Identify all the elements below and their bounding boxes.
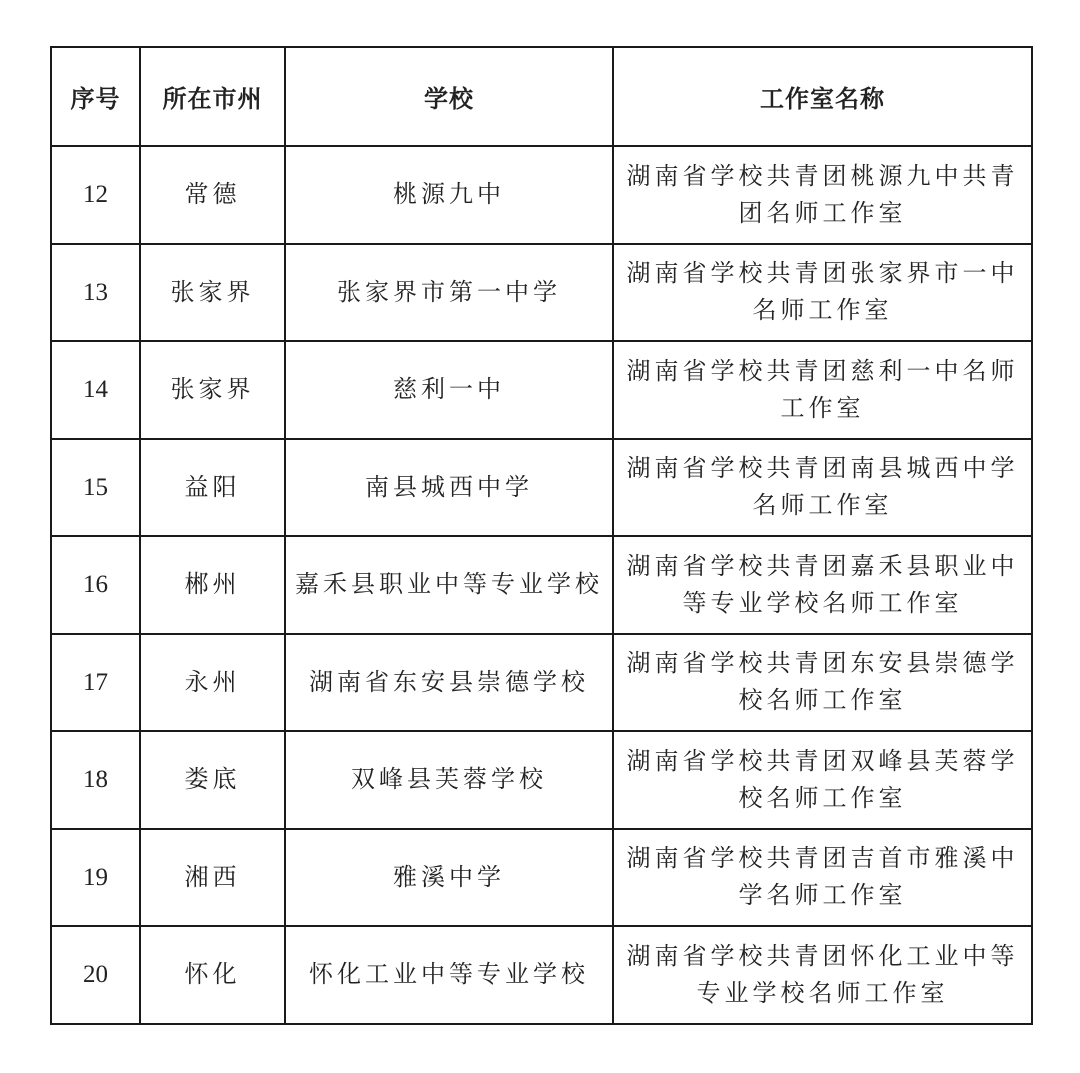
cell-city: 湘西 [140,829,285,927]
cell-school: 南县城西中学 [285,439,613,537]
cell-studio-name: 湖南省学校共青团慈利一中名师工作室 [613,341,1032,439]
cell-studio-name: 湖南省学校共青团吉首市雅溪中学名师工作室 [613,829,1032,927]
cell-seq: 14 [51,341,140,439]
table-row [51,926,1032,1024]
cell-school: 嘉禾县职业中等专业学校 [285,536,613,634]
cell-city: 张家界 [140,341,285,439]
header-school: 学校 [285,47,613,146]
cell-studio-name: 湖南省学校共青团南县城西中学名师工作室 [613,439,1032,537]
studio-list-table-container [50,46,1031,1025]
cell-seq: 19 [51,829,140,927]
header-seq: 序号 [51,47,140,146]
cell-city: 益阳 [140,439,285,537]
cell-school: 双峰县芙蓉学校 [285,731,613,829]
table-row [51,146,1032,244]
cell-city: 怀化 [140,926,285,1024]
cell-studio-name: 湖南省学校共青团怀化工业中等专业学校名师工作室 [613,926,1032,1024]
cell-city: 常德 [140,146,285,244]
table-row [51,634,1032,732]
cell-seq: 12 [51,146,140,244]
table-row [51,244,1032,342]
cell-studio-name: 湖南省学校共青团双峰县芙蓉学校名师工作室 [613,731,1032,829]
cell-seq: 16 [51,536,140,634]
cell-school: 桃源九中 [285,146,613,244]
cell-seq: 13 [51,244,140,342]
header-studio-name: 工作室名称 [613,47,1032,146]
cell-studio-name: 湖南省学校共青团嘉禾县职业中等专业学校名师工作室 [613,536,1032,634]
cell-school: 怀化工业中等专业学校 [285,926,613,1024]
cell-school: 雅溪中学 [285,829,613,927]
cell-seq: 18 [51,731,140,829]
cell-studio-name: 湖南省学校共青团桃源九中共青团名师工作室 [613,146,1032,244]
cell-seq: 15 [51,439,140,537]
cell-studio-name: 湖南省学校共青团东安县崇德学校名师工作室 [613,634,1032,732]
table-row [51,731,1032,829]
cell-seq: 17 [51,634,140,732]
table-row [51,829,1032,927]
cell-school: 湖南省东安县崇德学校 [285,634,613,732]
studio-list-table [50,46,1033,1025]
cell-city: 永州 [140,634,285,732]
cell-school: 慈利一中 [285,341,613,439]
table-header-row [51,47,1032,146]
table-row [51,536,1032,634]
header-city: 所在市州 [140,47,285,146]
cell-studio-name: 湖南省学校共青团张家界市一中名师工作室 [613,244,1032,342]
cell-city: 娄底 [140,731,285,829]
table-row [51,439,1032,537]
cell-city: 郴州 [140,536,285,634]
cell-seq: 20 [51,926,140,1024]
cell-school: 张家界市第一中学 [285,244,613,342]
table-row [51,341,1032,439]
cell-city: 张家界 [140,244,285,342]
